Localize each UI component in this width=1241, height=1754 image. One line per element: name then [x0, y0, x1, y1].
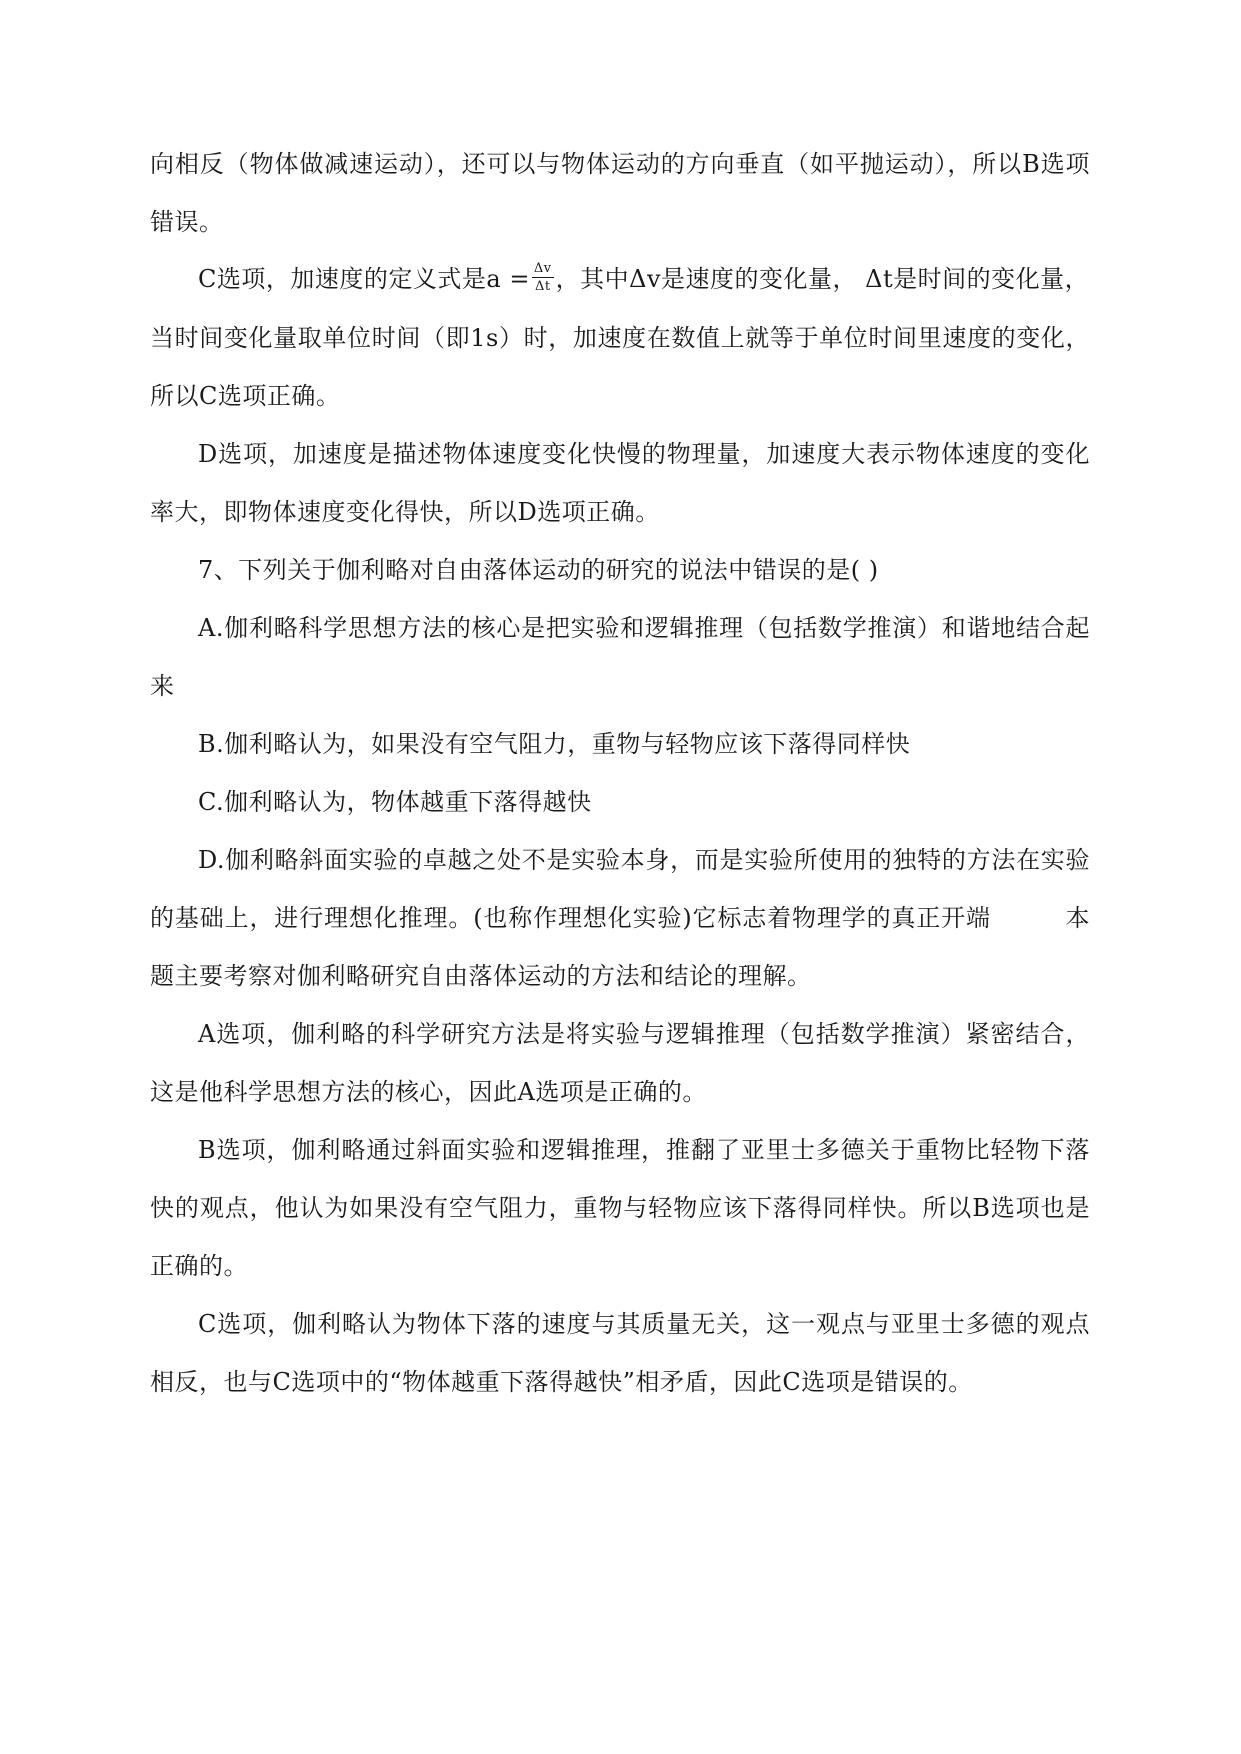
text-line: C选项，伽利略认为物体下落的速度与其质量无关，这一观点与亚里士多德的观点 [198, 1310, 1090, 1338]
text-line: 正确的。 [150, 1252, 248, 1280]
option-a: A.伽利略科学思想方法的核心是把实验和逻辑推理（包括数学推演）和谐地结合起 [198, 614, 1090, 642]
text-line: 向相反（物体做减速运动），还可以与物体运动的方向垂直（如平抛运动），所以B选项 [150, 150, 1090, 178]
question-title: 7、下列关于伽利略对自由落体运动的研究的说法中错误的是( ) [198, 556, 879, 584]
text-line: 错误。 [150, 208, 224, 236]
fraction [532, 261, 554, 294]
text-line: 这是他科学思想方法的核心，因此A选项是正确的。 [150, 1078, 707, 1106]
fraction-denominator: Δt [534, 279, 551, 294]
text-span: ，其中Δv是速度的变化量， Δt是时间的变化量， [555, 265, 1090, 293]
option-c: C.伽利略认为，物体越重下落得越快 [198, 788, 592, 816]
text-span: C选项，加速度的定义式是 [198, 265, 487, 293]
option-b: B.伽利略认为，如果没有空气阻力，重物与轻物应该下落得同样快 [198, 730, 911, 758]
text-line: 快的观点，他认为如果没有空气阻力，重物与轻物应该下落得同样快。所以B选项也是 [150, 1194, 1090, 1222]
text-line: 的基础上，进行理想化推理。(也称作理想化实验)它标志着物理学的真正开端 本 [150, 904, 1090, 932]
formula-line [198, 263, 1090, 297]
text-line: 率大，即物体速度变化得快，所以D选项正确。 [150, 498, 660, 526]
option-d: D.伽利略斜面实验的卓越之处不是实验本身，而是实验所使用的独特的方法在实验 [198, 846, 1090, 874]
fraction-numerator: Δv [533, 261, 552, 276]
text-line: B选项，伽利略通过斜面实验和逻辑推理，推翻了亚里士多德关于重物比轻物下落 [198, 1136, 1090, 1164]
text-line: D选项，加速度是描述物体速度变化快慢的物理量，加速度大表示物体速度的变化 [198, 440, 1090, 468]
formula-lhs: a = [486, 265, 530, 293]
text-line: 所以C选项正确。 [150, 382, 341, 410]
text-line: 相反，也与C选项中的“物体越重下落得越快”相矛盾，因此C选项是错误的。 [150, 1368, 973, 1396]
text-line: 当时间变化量取单位时间（即1s）时，加速度在数值上就等于单位时间里速度的变化， [150, 324, 1090, 352]
text-line: A选项，伽利略的科学研究方法是将实验与逻辑推理（包括数学推演）紧密结合， [198, 1020, 1090, 1048]
text-line: 题主要考察对伽利略研究自由落体运动的方法和结论的理解。 [150, 962, 812, 990]
text-line: 来 [150, 672, 175, 700]
